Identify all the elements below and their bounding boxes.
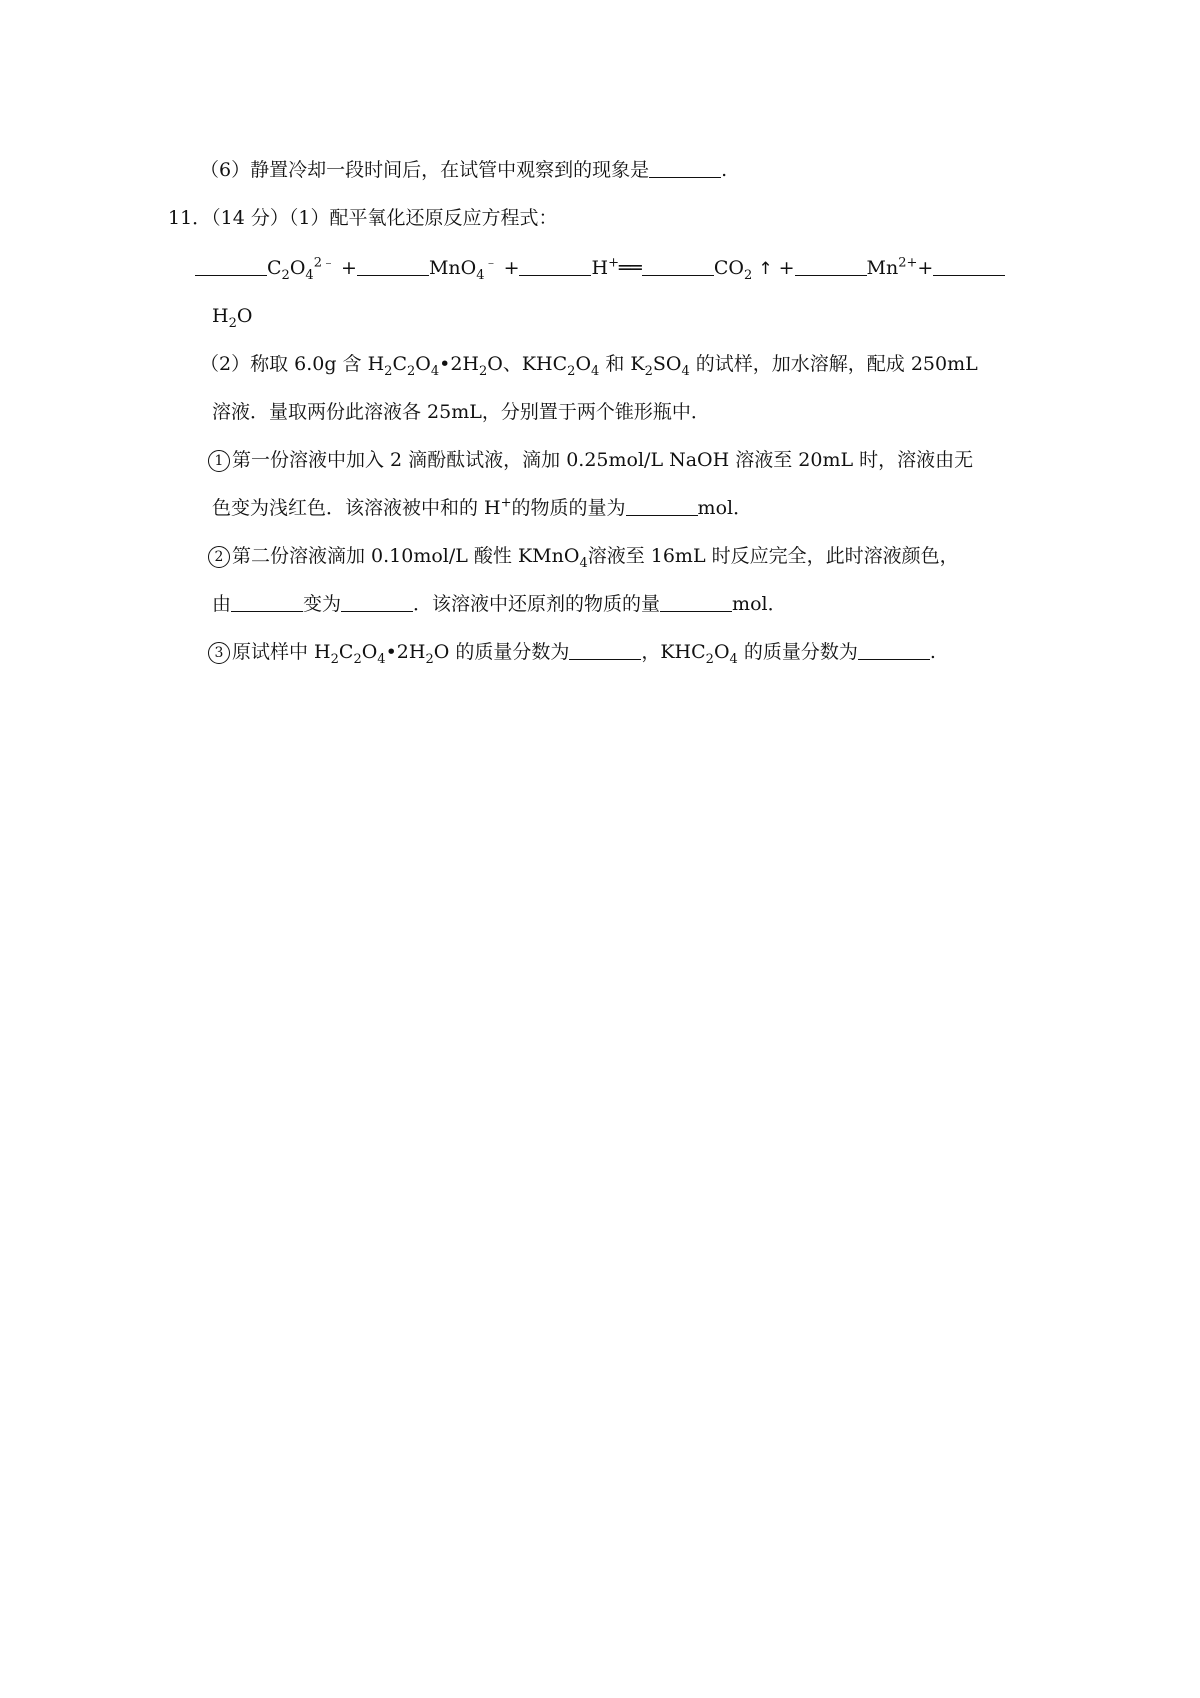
coef-blank-co2[interactable] bbox=[642, 257, 714, 276]
oxalate-ion: $C_2O_4^{2﹣}$ bbox=[267, 255, 335, 283]
carbon-dioxide: $CO_2$ bbox=[713, 257, 753, 283]
q10-part6-text: （6）静置冷却一段时间后，在试管中观察到的现象是 bbox=[200, 159, 650, 181]
redox-equation bbox=[195, 256, 1005, 281]
coef-blank-mno4[interactable] bbox=[357, 257, 429, 276]
q11-sub3-line: 3 原试样中 $H_2C_2O_4•2H_2O$ 的质量分数为 ，$KHC_2O_4$ 的质量分数为 . bbox=[208, 640, 936, 664]
q11-sub1-line2: 色变为浅红色．该溶液被中和的 H+的物质的量为 mol． bbox=[212, 495, 753, 519]
coef-blank-c2o4[interactable] bbox=[195, 257, 267, 276]
q11-sub2-line1: 2 第二份溶液滴加 0.10mol/L 酸性 KMnO$_4$溶液至 16mL 时反应完全，此时溶液颜色， bbox=[208, 544, 959, 568]
circled-number-1: 1 bbox=[208, 450, 230, 472]
circled-number-2: 2 bbox=[208, 546, 230, 568]
q11-sub2-line2: 由 变为 ．该溶液中还原剂的物质的量 mol． bbox=[212, 593, 787, 615]
answer-blank[interactable] bbox=[626, 497, 698, 516]
coef-blank-h[interactable] bbox=[519, 257, 591, 276]
answer-blank[interactable] bbox=[341, 593, 413, 612]
q11-header-text: 11．（14 分）（1）配平氧化还原反应方程式： bbox=[168, 207, 558, 229]
answer-blank[interactable] bbox=[858, 641, 930, 660]
answer-blank[interactable] bbox=[569, 641, 641, 660]
coef-blank-h2o[interactable] bbox=[933, 257, 1005, 276]
plus-sign: + bbox=[778, 257, 795, 279]
plus-sign: + bbox=[341, 257, 357, 279]
answer-blank[interactable] bbox=[660, 593, 732, 612]
hydrogen-ion: H+ bbox=[591, 255, 619, 279]
coef-blank-mn[interactable] bbox=[795, 257, 867, 276]
q10-part6-line bbox=[200, 158, 727, 182]
q11-header bbox=[168, 206, 557, 230]
water-formula: $H_2O$ bbox=[212, 305, 253, 331]
q11-sub1-line1: 1 第一份溶液中加入 2 滴酚酞试液，滴加 0.25mol/L NaOH 溶液至 20mL 时，溶液由无 bbox=[208, 448, 973, 472]
permanganate-ion: MnO$_4$﹣ bbox=[428, 255, 498, 283]
answer-blank[interactable] bbox=[231, 593, 303, 612]
manganese-ion: $Mn^{2+}$ bbox=[866, 255, 918, 279]
plus-sign: + bbox=[503, 257, 520, 279]
period: . bbox=[721, 159, 728, 181]
q11-part2-line1: （2）称取 6.0g 含 $H_2C_2O_4•2H_2O$、$KHC_2O_4$ 和 $K_2SO_4$ 的试样，加水溶解，配成 250mL bbox=[200, 353, 978, 379]
plus-sign: + bbox=[917, 257, 934, 279]
q11-part2-line2: 溶液．量取两份此溶液各 25mL，分别置于两个锥形瓶中． bbox=[212, 401, 710, 423]
answer-blank[interactable] bbox=[649, 159, 721, 178]
gas-arrow-icon: ↑ bbox=[758, 259, 773, 279]
equals-sign: ══ bbox=[618, 257, 642, 279]
circled-number-3: 3 bbox=[208, 642, 230, 664]
